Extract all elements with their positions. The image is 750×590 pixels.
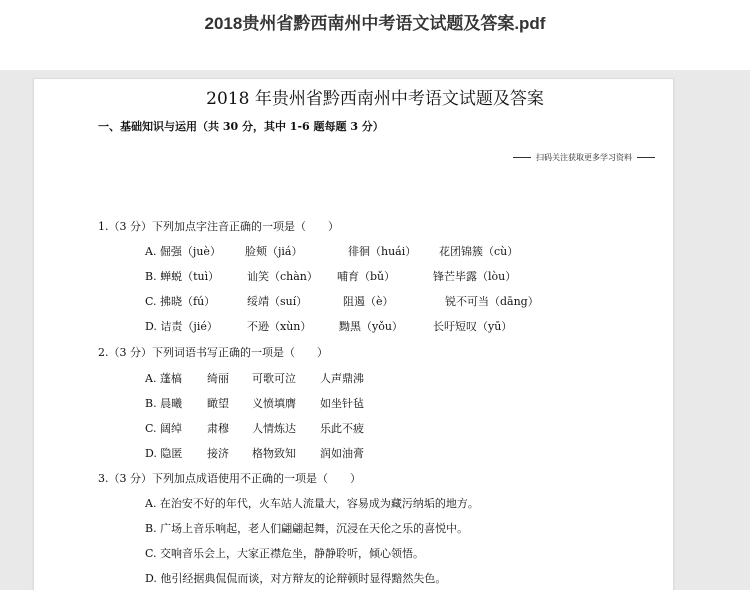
document-heading: 2018 年贵州省黔西南州中考语文试题及答案 [206,89,544,109]
q2-c-3: 人情炼达 [252,422,296,435]
q1-d-2: 不逊（xùn） [247,320,312,333]
q1-c-3: 阻遏（è） [343,295,394,308]
header-note [513,152,655,163]
q1-b-3: 哺育（bǔ） [337,270,396,283]
q1-a-2: 脸颊（jiá） [245,245,303,258]
q2-b-4: 如坐针毡 [320,397,364,410]
q2-a-1: A. 蓬槁 [145,372,182,385]
q1-c-2: 绥靖（suí） [247,295,308,308]
header-note-text: 扫码关注获取更多学习资料 [536,153,632,162]
question-3-stem: 3.（3 分）下列加点成语使用不正确的一项是（ ） [98,472,361,485]
q1-b-1: B. 蝉蜕（tuì） [145,270,220,283]
q1-c-1: C. 拂晓（fú） [145,295,216,308]
q2-a-4: 人声鼎沸 [320,372,364,385]
question-2-stem: 2.（3 分）下列词语书写正确的一项是（ ） [98,346,328,359]
q1-d-3: 黝黑（yǒu） [339,320,403,333]
q2-c-2: 肃穆 [207,422,229,435]
question-1-stem: 1.（3 分）下列加点字注音正确的一项是（ ） [98,220,339,233]
q1-c-4: 锐不可当（dāng） [445,295,539,308]
q2-d-4: 润如油膏 [320,447,364,460]
q1-a-1: A. 倔强（juè） [145,245,221,258]
q2-a-3: 可歌可泣 [252,372,296,385]
q2-a-2: 绮丽 [207,372,229,385]
q1-d-1: D. 诘责（jié） [145,320,218,333]
q1-b-4: 锋芒毕露（lòu） [433,270,517,283]
q1-a-4: 花团锦簇（cù） [439,245,519,258]
viewer-titlebar [0,0,750,70]
q2-d-2: 接济 [207,447,229,460]
header-dash-left [513,157,531,158]
q2-b-3: 义愤填膺 [252,397,296,410]
question-3-option-d: D. 他引经据典侃侃而谈，对方辩友的论辩顿时显得黯然失色。 [145,572,447,585]
q2-b-2: 瞰望 [207,397,229,410]
question-3-option-a: A. 在治安不好的年代，火车站人流量大，容易成为藏污纳垢的地方。 [145,497,479,510]
q2-c-4: 乐此不疲 [320,422,364,435]
q2-d-1: D. 隐匿 [145,447,183,460]
q1-b-2: 讪笑（chàn） [247,270,318,283]
pdf-page [33,78,674,590]
section-title: 一、基础知识与运用（共 30 分，其中 1-6 题每题 3 分） [98,120,384,133]
q2-d-3: 格物致知 [252,447,296,460]
question-3-option-c: C. 交响音乐会上，大家正襟危坐，静静聆听，倾心领悟。 [145,547,425,560]
document-filename: 2018贵州省黔西南州中考语文试题及答案.pdf [204,14,546,33]
q1-a-3: 徘徊（huái） [348,245,417,258]
q1-d-4: 长吁短叹（yū） [433,320,513,333]
header-dash-right [637,157,655,158]
q2-c-1: C. 阔绰 [145,422,183,435]
q2-b-1: B. 晨曦 [145,397,183,410]
question-3-option-b: B. 广场上音乐响起，老人们翩翩起舞，沉浸在天伦之乐的喜悦中。 [145,522,469,535]
